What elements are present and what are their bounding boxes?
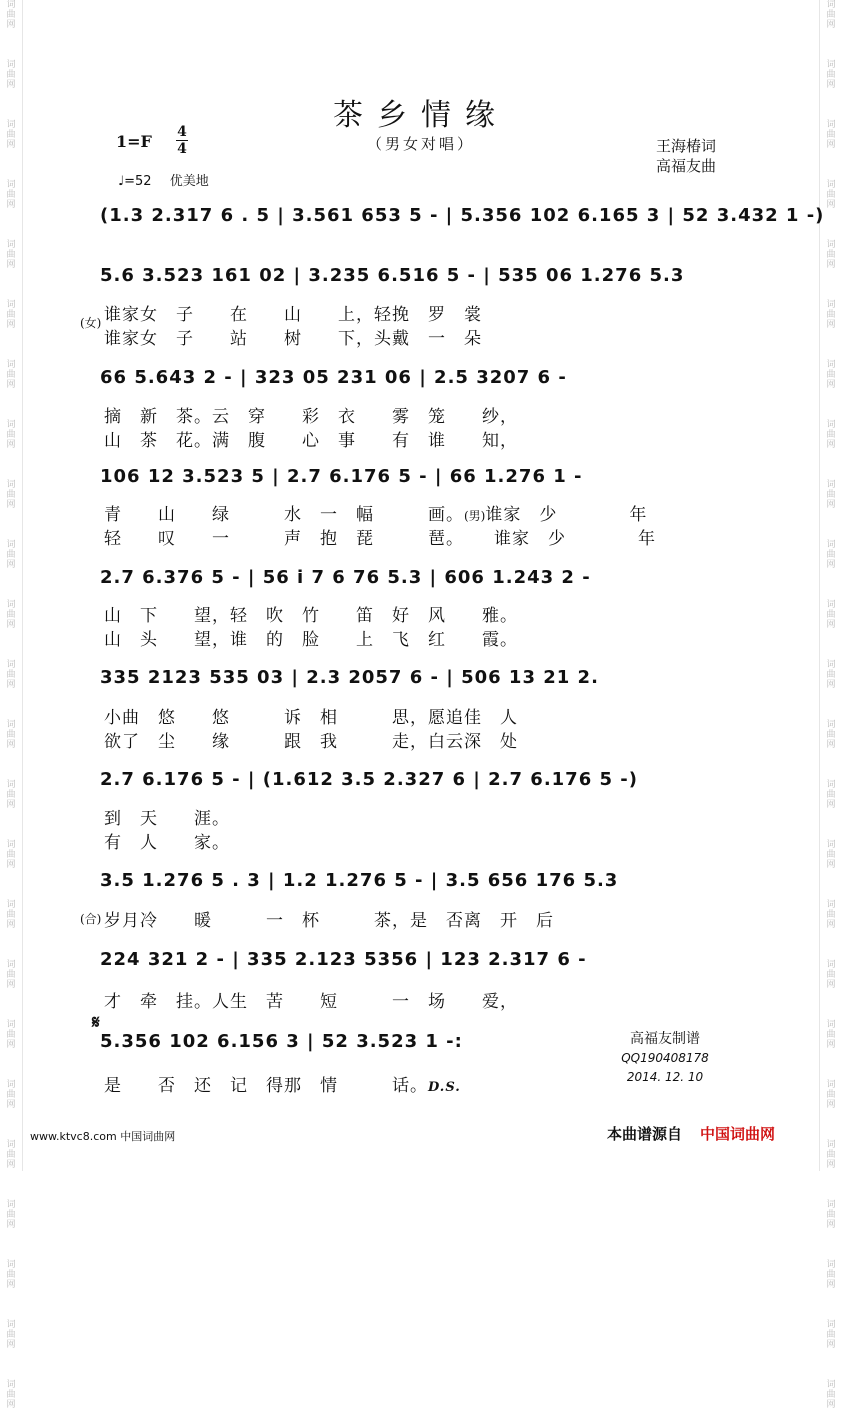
lyric-part-label: (女) (80, 316, 102, 330)
watermark-text: 词 曲 网 (6, 1020, 16, 1050)
notation-line: 224 321 2 - | 335 2.123 5356 | 123 2.317 6 - (100, 949, 587, 970)
meter-bottom: 4 (177, 141, 187, 157)
watermark-text: 词 曲 网 (6, 720, 16, 750)
composer: 高福友曲 (656, 157, 717, 175)
source-site-link[interactable]: 中国词曲网 (700, 1125, 776, 1143)
staff-row (100, 258, 750, 294)
song-subtitle: （男女对唱） (366, 135, 475, 153)
notation-line: 5.356 102 6.156 3 | 52 3.523 1 -: (100, 1031, 463, 1052)
watermark-text: 词 曲 网 (826, 1020, 836, 1050)
notation-line: 2.7 6.376 5 - | 56 i 7 6 76 5.3 | 606 1.243 2 - (100, 567, 591, 588)
watermark-text: 词 曲 网 (6, 660, 16, 690)
lyric-line: 岁月冷 暖 一 杯 茶，是 否离 开 后 (104, 911, 554, 931)
lyric-text: 是 否 还 记 得那 情 话。 (104, 1076, 428, 1096)
watermark-text: 词 曲 网 (826, 60, 836, 90)
watermark-text: 词 曲 网 (6, 120, 16, 150)
watermark-text: 词 曲 网 (826, 1380, 836, 1410)
lyric-line: 小曲 悠 悠 诉 相 思，愿追佳 人 (104, 708, 518, 728)
staff-row (100, 360, 750, 396)
lyric-line: 山 下 望，轻 吹 竹 笛 好 风 雅。 (104, 606, 518, 626)
watermark-text: 词 曲 网 (826, 1320, 836, 1350)
notation-line: 66 5.643 2 - | 323 05 231 06 | 2.5 3207 6 - (100, 367, 567, 388)
watermark-text: 词 曲 网 (826, 0, 836, 30)
lyric-text: 轻 叹 一 声 抱 琵 琶。 (104, 529, 464, 549)
lyric-line: 谁家女 子 站 树 下，头戴 一 朵 (104, 329, 482, 349)
watermark-text: 词 曲 网 (826, 780, 836, 810)
transcription-date: 2014. 12. 10 (626, 1070, 704, 1084)
lyric-line: 谁家女 子 在 山 上，轻挽 罗 裳 (104, 305, 482, 325)
watermark-text: 词 曲 网 (6, 540, 16, 570)
lyric-line: 山 茶 花。满 腹 心 事 有 谁 知， (104, 431, 518, 451)
staff-row (100, 660, 750, 696)
watermark-text: 词 曲 网 (826, 900, 836, 930)
lyric-line: 有 人 家。 (104, 833, 230, 853)
watermark-text: 词 曲 网 (826, 960, 836, 990)
footer-site-link[interactable]: www.ktvc8.com 中国词曲网 (30, 1130, 176, 1143)
watermark-text: 词 曲 网 (826, 840, 836, 870)
lyric-text: 青 山 绿 水 一 幅 画。 (104, 505, 464, 525)
time-signature (176, 124, 188, 157)
lyric-text: 谁家 少 年 (485, 505, 648, 525)
watermark-text: 词 曲 网 (826, 300, 836, 330)
key-signature: 1=F (116, 132, 152, 151)
staff-row (100, 762, 750, 798)
lyric-line: 到 天 涯。 (104, 809, 230, 829)
watermark-text: 词 曲 网 (826, 1140, 836, 1170)
watermark-text: 词 曲 网 (6, 780, 16, 810)
source-label: 本曲谱源自 (607, 1125, 683, 1143)
lyric-line (104, 500, 724, 525)
transcriber-name: 高福友制谱 (630, 1031, 700, 1047)
lyric-part-label: (合) (80, 912, 102, 926)
lyric-line: 欲了 尘 缘 跟 我 走，白云深 处 (104, 732, 518, 752)
meter-top: 4 (177, 124, 187, 140)
watermark-text: 词 曲 网 (826, 540, 836, 570)
right-watermark-strip (819, 0, 842, 1410)
notation-line: 2.7 6.176 5 - | (1.612 3.5 2.327 6 | 2.7 6.176 5 -) (100, 769, 638, 790)
song-title: 茶乡情缘 (333, 98, 509, 133)
transcriber-qq: QQ190408178 (621, 1051, 709, 1065)
watermark-text: 词 曲 网 (826, 1080, 836, 1110)
watermark-text: 词 曲 网 (6, 480, 16, 510)
staff-row (100, 942, 750, 978)
lyric-line: 山 头 望，谁 的 脸 上 飞 红 霞。 (104, 630, 518, 650)
lyric-line (104, 524, 724, 549)
watermark-text: 词 曲 网 (6, 180, 16, 210)
watermark-text: 词 曲 网 (826, 1200, 836, 1230)
watermark-text: 词 曲 网 (826, 240, 836, 270)
left-watermark-strip (0, 0, 23, 1410)
watermark-text: 词 曲 网 (6, 600, 16, 630)
lyric-part-label: (男) (464, 509, 486, 523)
expression-mark: 优美地 (169, 174, 209, 189)
staff-row (100, 198, 825, 234)
notation-line: 106 12 3.523 5 | 2.7 6.176 5 - | 66 1.276 1 - (100, 466, 583, 487)
watermark-text: 词 曲 网 (826, 120, 836, 150)
notation-line: 335 2123 535 03 | 2.3 2057 6 - | 506 13 21 2. (100, 667, 599, 688)
watermark-text: 词 曲 网 (826, 660, 836, 690)
watermark-text: 词 曲 网 (6, 840, 16, 870)
staff-row (100, 560, 750, 596)
watermark-text: 词 曲 网 (6, 60, 16, 90)
lyricist: 王海椿词 (656, 137, 717, 155)
watermark-text: 词 曲 网 (6, 1320, 16, 1350)
watermark-text: 词 曲 网 (6, 1080, 16, 1110)
lyric-line: 摘 新 茶。云 穿 彩 衣 雾 笼 纱， (104, 407, 518, 427)
transcriber-info (600, 1030, 730, 1087)
watermark-text: 词 曲 网 (826, 360, 836, 390)
footer-source (607, 1123, 775, 1144)
notation-line: (1.3 2.317 6 . 5 | 3.561 653 5 - | 5.356 102 6.165 3 | 52 3.432 1 -) (100, 205, 825, 226)
watermark-text: 词 曲 网 (6, 300, 16, 330)
watermark-text: 词 曲 网 (826, 720, 836, 750)
watermark-text: 词 曲 网 (6, 960, 16, 990)
tempo-value: ♩=52 (118, 174, 152, 189)
watermark-text: 词 曲 网 (6, 1380, 16, 1410)
notation-line: 3.5 1.276 5 . 3 | 1.2 1.276 5 - | 3.5 656 176 5.3 (100, 870, 619, 891)
watermark-text: 词 曲 网 (6, 900, 16, 930)
segno-icon: 𝄋 (92, 1012, 100, 1033)
watermark-text: 词 曲 网 (6, 240, 16, 270)
watermark-text: 词 曲 网 (6, 360, 16, 390)
watermark-text: 词 曲 网 (6, 0, 16, 30)
watermark-text: 词 曲 网 (826, 480, 836, 510)
watermark-text: 词 曲 网 (6, 1140, 16, 1170)
watermark-text: 词 曲 网 (6, 1200, 16, 1230)
watermark-text: 词 曲 网 (826, 420, 836, 450)
lyric-text: 谁家 少 年 (494, 529, 656, 549)
watermark-text: 词 曲 网 (826, 600, 836, 630)
tempo-marking (118, 170, 209, 189)
notation-line: 5.6 3.523 161 02 | 3.235 6.516 5 - | 535 06 1.276 5.3 (100, 265, 685, 286)
watermark-text: 词 曲 网 (6, 1260, 16, 1290)
staff-row (100, 863, 750, 899)
watermark-text: 词 曲 网 (826, 180, 836, 210)
staff-row (100, 459, 750, 495)
watermark-text: 词 曲 网 (826, 1260, 836, 1290)
dal-segno-mark: D.S. (428, 1080, 461, 1095)
lyric-line: 才 牵 挂。人生 苦 短 一 场 爱， (104, 992, 518, 1012)
watermark-text: 词 曲 网 (6, 420, 16, 450)
credits (656, 136, 716, 176)
